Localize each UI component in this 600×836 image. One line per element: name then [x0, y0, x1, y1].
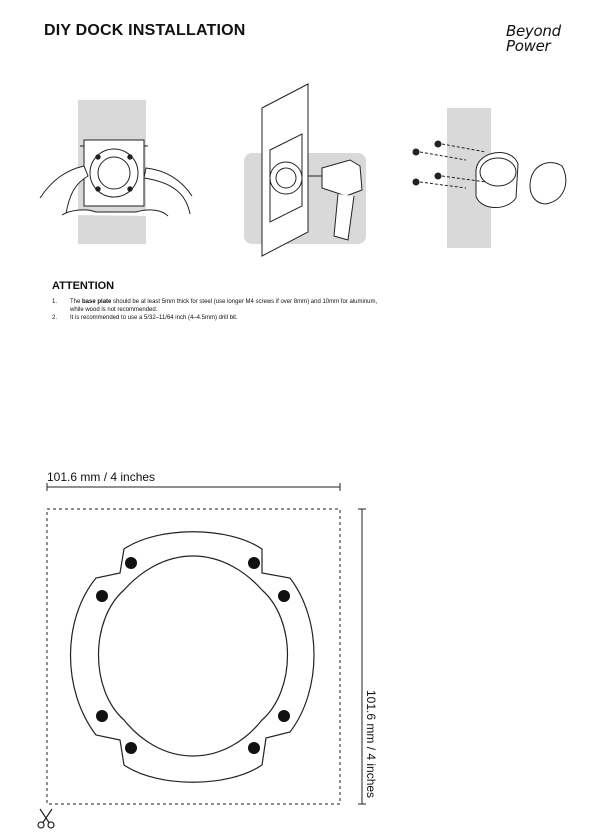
screw-hole — [278, 590, 290, 602]
item-text-bold: base plate — [82, 299, 112, 305]
screw-hole — [278, 710, 290, 722]
item-text-body: should be at least 5mm thick for steel (use longer M4 screws if over 8mm) and 10mm for aluminum, — [111, 299, 378, 305]
screw-hole — [96, 590, 108, 602]
scissors-icon — [35, 806, 57, 830]
screw-hole — [125, 557, 137, 569]
width-dimension-label: 101.6 mm / 4 inches — [47, 470, 156, 484]
item-number: 1. — [52, 299, 58, 305]
item-text: It is recommended to use a 5/32–11/64 inch (4–4.5mm) drill bit. — [70, 315, 238, 321]
attention-heading: ATTENTION — [52, 280, 115, 292]
screw-hole — [248, 742, 260, 754]
item-number: 2. — [52, 315, 58, 321]
screw-hole — [96, 710, 108, 722]
item-text-continuation: while wood is not recommended. — [70, 307, 158, 313]
logo-line-2: Power — [506, 37, 551, 55]
screw-hole — [125, 742, 137, 754]
height-dimension-label: 101.6 mm / 4 inches — [364, 690, 378, 799]
page-title: DIY DOCK INSTALLATION — [44, 22, 246, 39]
height-dimension-line — [358, 509, 366, 804]
logo-line-1: Beyond — [506, 22, 561, 40]
item-text-prefix: The — [70, 299, 83, 305]
width-dimension-line — [47, 483, 340, 491]
screw-hole — [248, 557, 260, 569]
